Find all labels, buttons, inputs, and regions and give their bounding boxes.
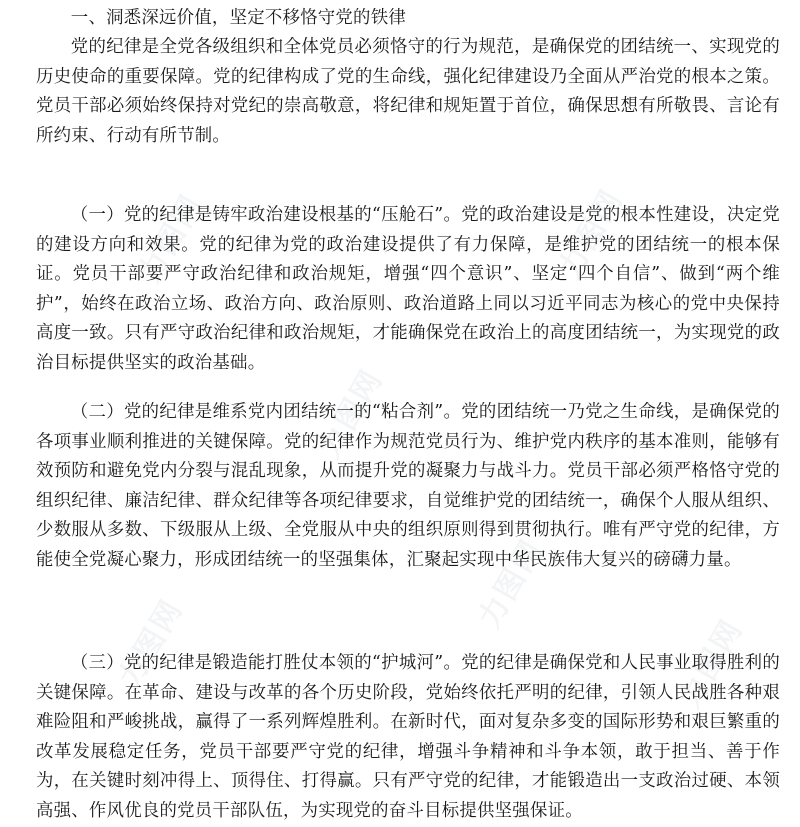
paragraph-section-one: （一）党的纪律是铸牢政治建设根基的“压舱石”。党的政治建设是党的根本性建设，决定党的建设方向和效果。党的纪律为党的政治建设提供了有力保障，是维护党的团结统一的根本保证。党员干部要严守政治纪律和政治规矩，增强“四个意识”、坚定“四个自信”、做到“两个维护”，始终在政治立场、政治方向、政治原则、政治道路上同以习近平同志为核心的党中央保持高度一致。只有严守政治纪律和政治规矩，才能确保党在政治上的高度团结统一，为实现党的政治目标提供坚实的政治基础。 xyxy=(36,205,780,373)
watermark: 力图网 xyxy=(131,188,211,290)
paragraph-section-three: （三）党的纪律是锻造能打胜仗本领的“护城河”。党的纪律是确保党和人民事业取得胜利的关键保障。在革命、建设与改革的各个历史阶段，党始终依托严明的纪律，引领人民战胜各种艰难险阻和严峻挑战，赢得了一系列辉煌胜利。在新时代，面对复杂多变的国际形势和艰巨繁重的改革发展稳定任务，党员干部要严守党的纪律，增强斗争精神和斗争本领，敢于担当、善于作为，在关键时刻冲得上、顶得住、打得赢。只有严守党的纪律，才能锻造出一支政治过硬、本领高强、作风优良的党员干部队伍，为实现党的奋斗目标提供坚强保证。 xyxy=(36,653,780,821)
intro-paragraph: 党的纪律是全党各级组织和全体党员必须恪守的行为规范，是确保党的团结统一、实现党的历史使命的重要保障。党的纪律构成了党的生命线，强化纪律建设乃全面从严治党的根本之策。党员干部必须始终保持对党纪的崇高敬意，将纪律和规矩置于首位，确保思想有所敬畏、言论有所约束、行动有所节制。 xyxy=(36,37,780,146)
watermark: 力图网 xyxy=(471,533,551,635)
watermark: 力图网 xyxy=(671,613,751,715)
watermark: 力图网 xyxy=(551,183,631,285)
watermark: 力图网 xyxy=(311,363,391,465)
paragraph-section-two: （二）党的纪律是维系党内团结统一的“粘合剂”。党的团结统一乃党之生命线，是确保党的各项事业顺利推进的关键保障。党的纪律作为规范党员行为、维护党内秩序的基本准则，能够有效预防和避免党内分裂与混乱现象，从而提升党的凝聚力与战斗力。党员干部必须严格恪守党的组织纪律、廉洁纪律、群众纪律等各项纪律要求，自觉维护党的团结统一，确保个人服从组织、少数服从多数、下级服从上级、全党服从中央的组织原则得到贯彻执行。唯有严守党的纪律，方能使全党凝心聚力，形成团结统一的坚强集体，汇聚起实现中华民族伟大复兴的磅礴力量。 xyxy=(36,402,780,570)
watermark: 力图网 xyxy=(111,593,191,695)
section-heading: 一、洞悉深远价值，坚定不移恪守党的铁律 xyxy=(70,8,406,28)
